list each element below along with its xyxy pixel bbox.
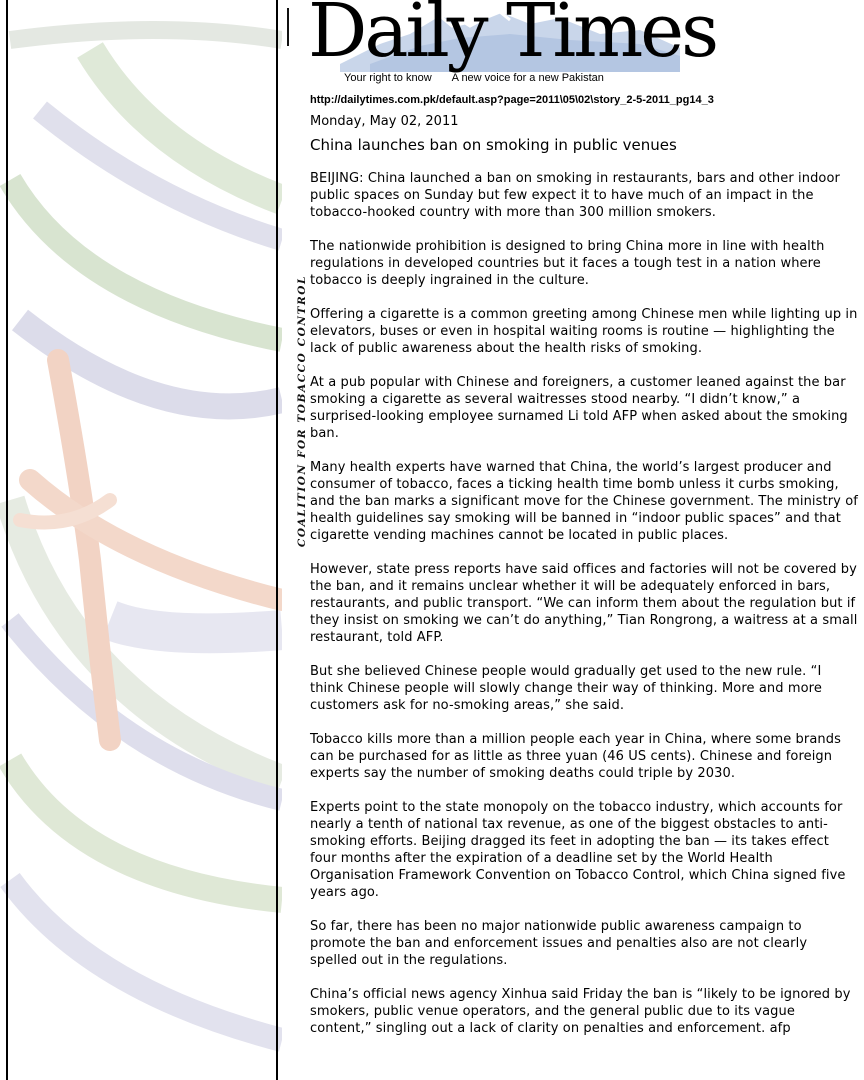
article-url: http://dailytimes.com.pk/default.asp?page=2011\05\02\story_2-5-2011_pg14_3: [310, 94, 714, 106]
article-body: [310, 170, 858, 1054]
article-headline: China launches ban on smoking in public venues: [310, 136, 677, 154]
article-paragraph: China’s official news agency Xinhua said Friday the ban is “likely to be ignored by smokers, public venue operators, and the general public due to its vague content,” singling out a lack of clarity on penalties and enforcement. afp: [310, 987, 851, 1036]
masthead-title: Daily Times: [308, 0, 717, 74]
article-paragraph: However, state press reports have said offices and factories will not be covered by the ban, and it remains unclear whether it will be adequately enforced in bars, restaurants, and public transport. “We can inform them about the regulation but if they insist on smoking we can’t do anything,” Tian Rongrong, a waitress at a small restaurant, told AFP.: [310, 562, 858, 645]
tagline-left: Your right to know: [344, 72, 432, 84]
article-paragraph: Offering a cigarette is a common greeting among Chinese men while lighting up in elevators, buses or even in hospital waiting rooms is routine — highlighting the lack of public awareness about the health risks of smoking.: [310, 307, 858, 356]
coalition-label-text: COALITION FOR TOBACCO CONTROL: [296, 275, 308, 548]
article-paragraph: Experts point to the state monopoly on the tobacco industry, which accounts for nearly a tenth of national tax revenue, as one of the biggest obstacles to anti-smoking efforts. Beijing dragged its feet in adopting the ban — its takes effect four months after the expiration of a deadline set by the World Health Organisation Framework Convention on Tobacco Control, which China signed five years ago.: [310, 800, 846, 900]
vertical-rule: [287, 8, 289, 46]
masthead: [300, 0, 760, 90]
column-divider-line: [276, 0, 278, 1080]
masthead-tagline: [344, 72, 604, 84]
left-border-line: [6, 0, 8, 1080]
coalition-logo-art: [0, 0, 282, 1080]
article-paragraph: The nationwide prohibition is designed to bring China more in line with health regulations in developed countries but it faces a tough test in a nation where tobacco is deeply ingrained in the culture.: [310, 239, 825, 288]
article-date: Monday, May 02, 2011: [310, 114, 459, 129]
coalition-vertical-label: [282, 275, 308, 548]
article-paragraph: Tobacco kills more than a million people each year in China, where some brands can be purchased for as little as three yuan (46 US cents). Chinese and foreign experts say the number of smoking deaths could triple by 2030.: [310, 732, 841, 781]
article-paragraph: So far, there has been no major nationwide public awareness campaign to promote the ban and enforcement issues and penalties also are not clearly spelled out in the regulations.: [310, 919, 808, 968]
article-paragraph: At a pub popular with Chinese and foreigners, a customer leaned against the bar smoking a cigarette as several waitresses stood nearby. “I didn’t know,” a surprised-looking employee surnamed Li told AFP when asked about the smoking ban.: [310, 375, 848, 441]
article-paragraph: BEIJING: China launched a ban on smoking in restaurants, bars and other indoor public spaces on Sunday but few expect it to have much of an impact in the tobacco-hooked country with more than 300 million smokers.: [310, 171, 840, 220]
tagline-right: A new voice for a new Pakistan: [451, 72, 604, 84]
article-paragraph: Many health experts have warned that China, the world’s largest producer and consumer of tobacco, faces a ticking health time bomb unless it curbs smoking, and the ban marks a significant move for the Chinese government. The ministry of health guidelines say smoking will be banned in “indoor public spaces” and that cigarette vending machines cannot be located in public places.: [310, 460, 858, 543]
article-paragraph: But she believed Chinese people would gradually get used to the new rule. “I think Chinese people will slowly change their way of thinking. More and more customers ask for no-smoking areas,” she said.: [310, 664, 822, 713]
